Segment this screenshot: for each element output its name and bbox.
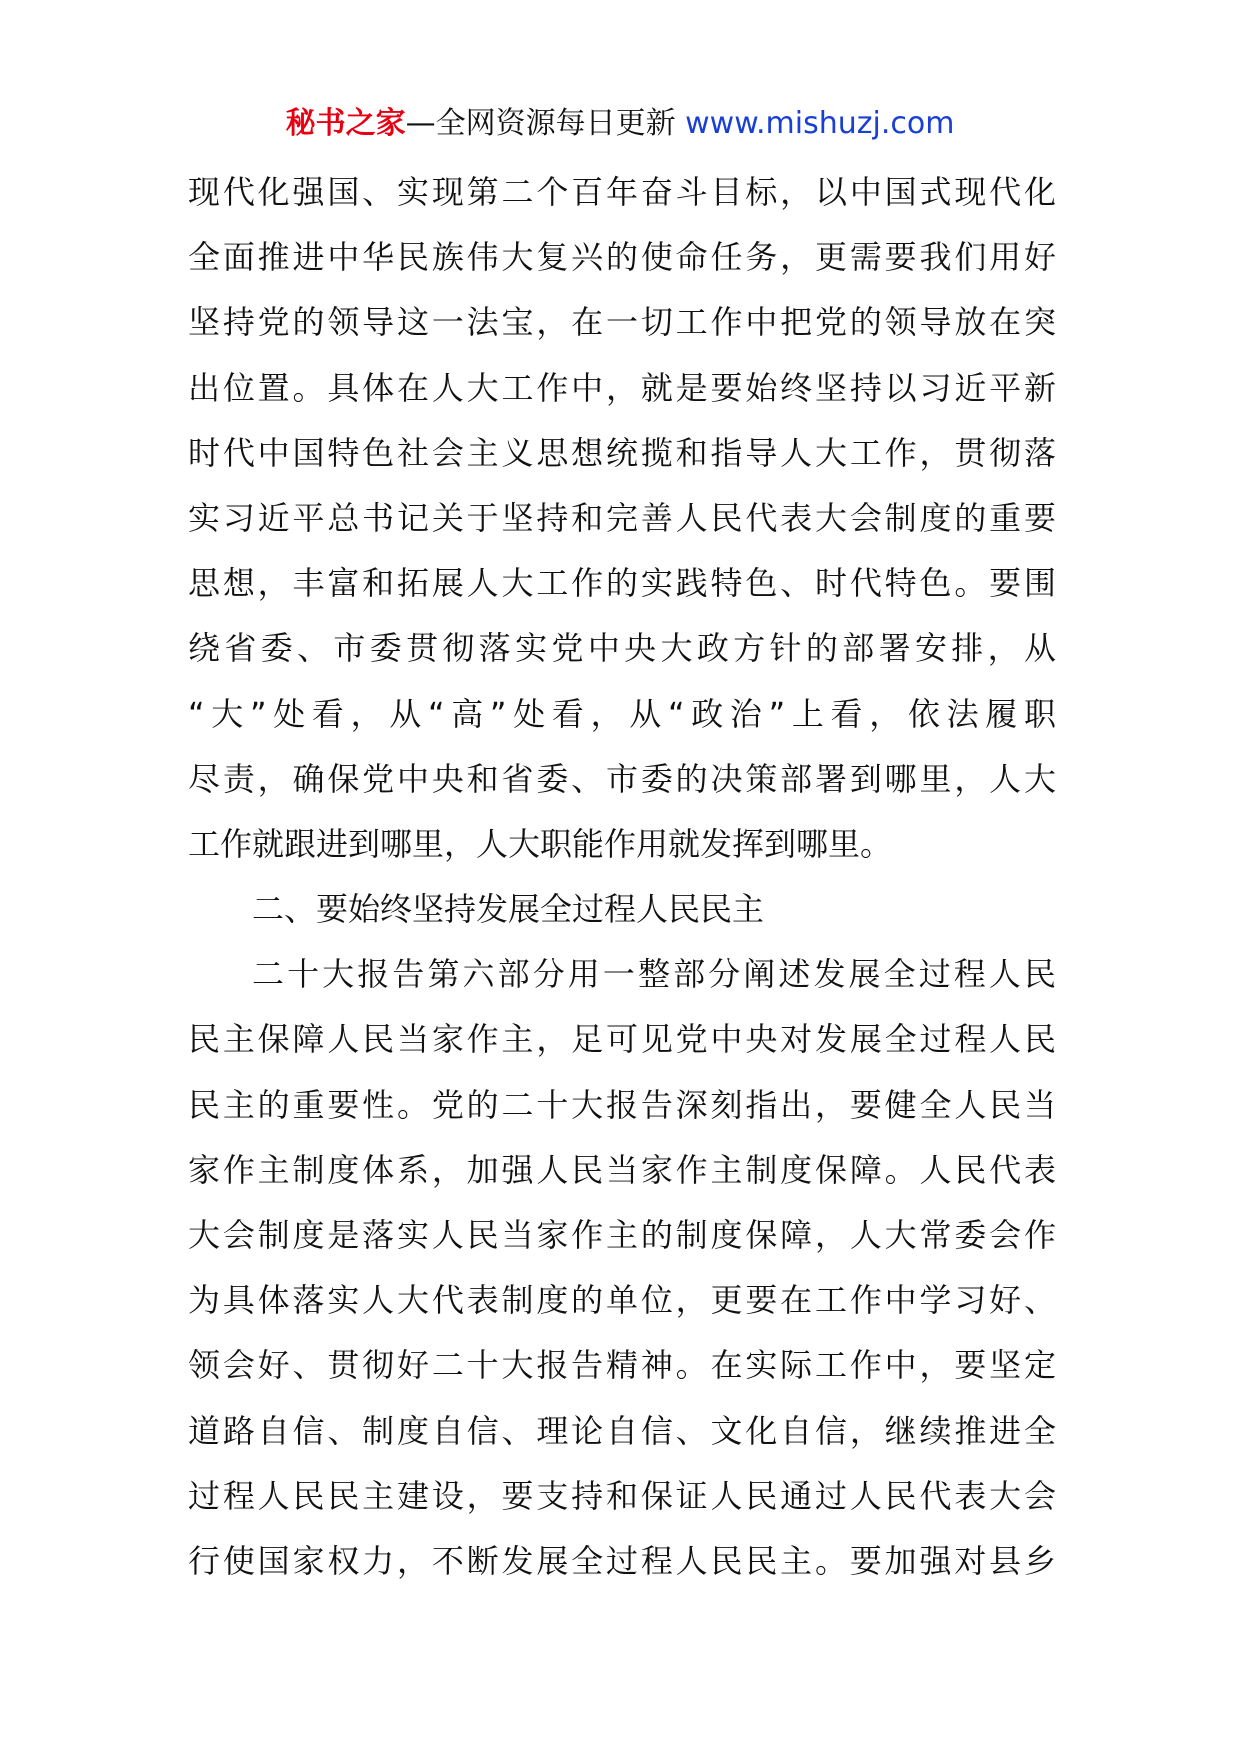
page-header bbox=[0, 102, 1240, 146]
text-line: 尽责，确保党中央和省委、市委的决策部署到哪里，人大 bbox=[188, 759, 1056, 798]
text-line: 时代中国特色社会主义思想统揽和指导人大工作，贯彻落 bbox=[188, 433, 1056, 472]
site-brand: 秘书之家 bbox=[285, 106, 406, 141]
text-line: 过程人民民主建设，要支持和保证人民通过人民代表大会 bbox=[188, 1476, 1056, 1515]
text-line: 民主的重要性。党的二十大报告深刻指出，要健全人民当 bbox=[188, 1085, 1056, 1124]
text-line: 思想，丰富和拓展人大工作的实践特色、时代特色。要围 bbox=[188, 564, 1056, 603]
text-line: 全面推进中华民族伟大复兴的使命任务，更需要我们用好 bbox=[188, 238, 1056, 277]
site-tagline: —全网资源每日更新 bbox=[405, 106, 686, 141]
text-line: 坚持党的领导这一法宝，在一切工作中把党的领导放在突 bbox=[188, 303, 1056, 342]
text-line: “大”处看，从“高”处看，从“政治”上看，依法履职 bbox=[188, 694, 1056, 733]
text-line: 为具体落实人大代表制度的单位，更要在工作中学习好、 bbox=[188, 1281, 1056, 1320]
text-line: 出位置。具体在人大工作中，就是要始终坚持以习近平新 bbox=[188, 368, 1056, 407]
text-line: 行使国家权力，不断发展全过程人民民主。要加强对县乡 bbox=[188, 1541, 1056, 1580]
text-line: 实习近平总书记关于坚持和完善人民代表大会制度的重要 bbox=[188, 498, 1056, 537]
site-url-link[interactable]: www.mishuzj.com bbox=[685, 106, 955, 141]
document-body bbox=[188, 160, 1056, 1594]
text-line: 道路自信、制度自信、理论自信、文化自信，继续推进全 bbox=[188, 1411, 1056, 1450]
text-line: 现代化强国、实现第二个百年奋斗目标，以中国式现代化 bbox=[188, 173, 1056, 211]
text-line: 二十大报告第六部分用一整部分阐述发展全过程人民 bbox=[252, 955, 1056, 994]
text-line: 工作就跟进到哪里，人大职能作用就发挥到哪里。 bbox=[188, 824, 893, 863]
text-line: 民主保障人民当家作主，足可见党中央对发展全过程人民 bbox=[188, 1020, 1056, 1059]
text-line: 绕省委、市委贯彻落实党中央大政方针的部署安排，从 bbox=[188, 629, 1056, 668]
text-line: 领会好、贯彻好二十大报告精神。在实际工作中，要坚定 bbox=[188, 1346, 1056, 1385]
text-line: 大会制度是落实人民当家作主的制度保障，人大常委会作 bbox=[188, 1216, 1056, 1254]
text-line: 家作主制度体系，加强人民当家作主制度保障。人民代表 bbox=[188, 1150, 1056, 1189]
section-heading: 二、要始终坚持发展全过程人民民主 bbox=[252, 890, 765, 929]
